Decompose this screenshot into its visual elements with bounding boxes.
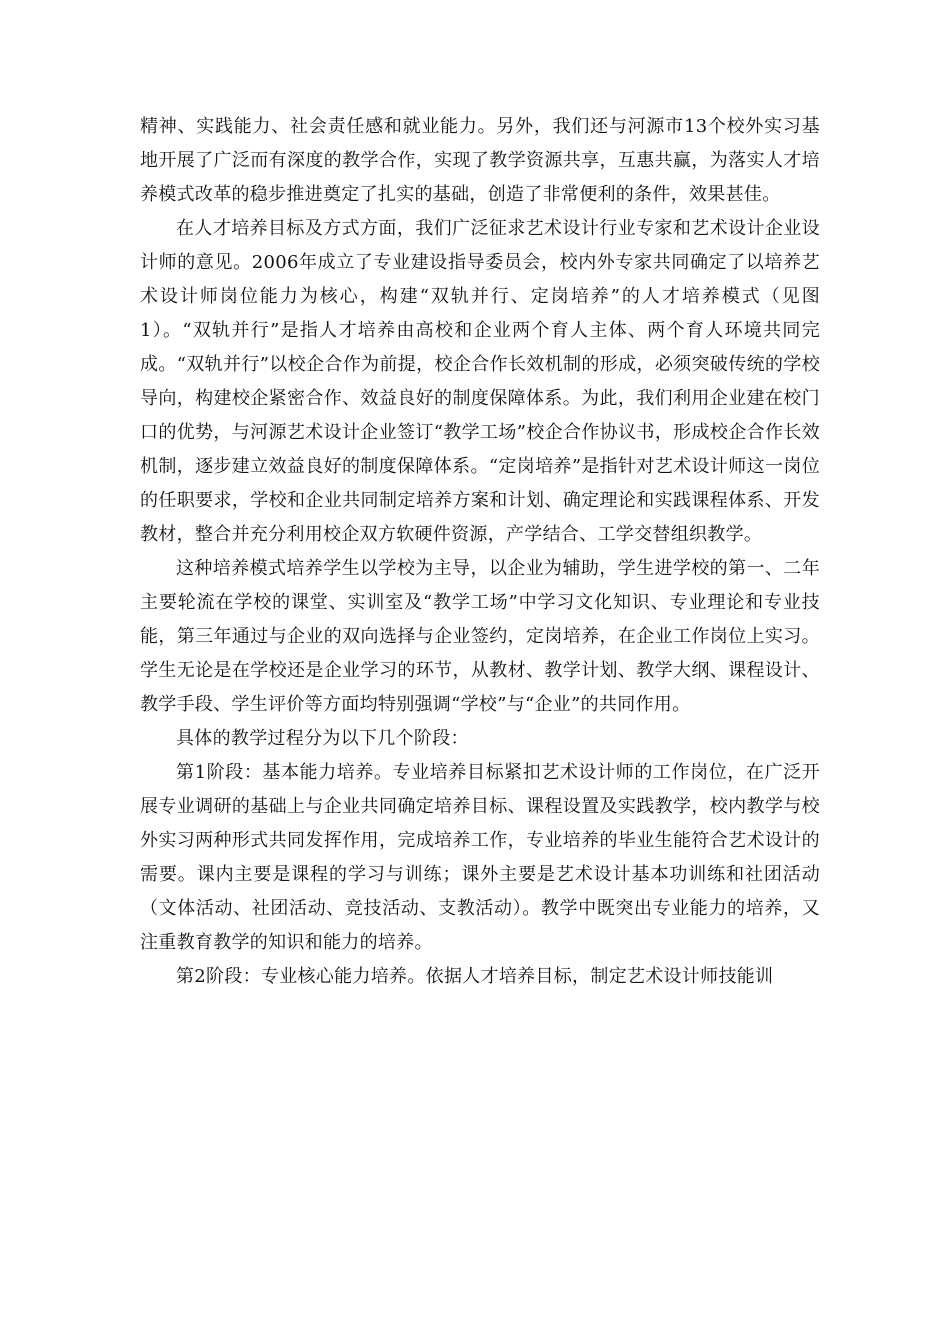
paragraph-school-enterprise: 这种培养模式培养学生以学校为主导，以企业为辅助，学生进学校的第一、二年主要轮流在学校的课堂、实训室及“教学工场”中学习文化知识、专业理论和专业技能，第三年通过与企业的双向选择与企业签约，定岗培养，在企业工作岗位上实习。学生无论是在学校还是企业学习的环节，从教材、教学计划、教学大纲、课程设计、教学手段、学生评价等方面均特别强调“学校”与“企业”的共同作用。 <box>140 558 820 715</box>
paragraph-continuation: 精神、实践能力、社会责任感和就业能力。另外，我们还与河源市13个校外实习基地开展了广泛而有深度的教学合作，实现了教学资源共享，互惠共赢，为落实人才培养模式改革的稳步推进奠定了扎实的基础，创造了非常便利的条件，效果甚佳。 <box>140 116 820 205</box>
paragraph-training-model: 在人才培养目标及方式方面，我们广泛征求艺术设计行业专家和艺术设计企业设计师的意见。2006年成立了专业建设指导委员会，校内外专家共同确定了以培养艺术设计师岗位能力为核心，构建“双轨并行、定岗培养”的人才培养模式（见图1）。“双轨并行”是指人才培养由高校和企业两个育人主体、两个育人环境共同完成。“双轨并行”以校企合作为前提，校企合作长效机制的形成，必须突破传统的学校导向，构建校企紧密合作、效益良好的制度保障体系。为此，我们利用企业建在校门口的优势，与河源艺术设计企业签订“教学工场”校企合作协议书，形成校企合作长效机制，逐步建立效益良好的制度保障体系。“定岗培养”是指针对艺术设计师这一岗位的任职要求，学校和企业共同制定培养方案和计划、确定理论和实践课程体系、开发教材，整合并充分利用校企双方软硬件资源，产学结合、工学交替组织教学。 <box>140 218 820 545</box>
paragraph-stages-intro: 具体的教学过程分为以下几个阶段： <box>176 728 469 749</box>
paragraph-stage-2: 第2阶段：专业核心能力培养。依据人才培养目标，制定艺术设计师技能训 <box>176 966 774 987</box>
document-body <box>140 110 820 994</box>
paragraph-stage-1: 第1阶段：基本能力培养。专业培养目标紧扣艺术设计师的工作岗位，在广泛开展专业调研的基础上与企业共同确定培养目标、课程设置及实践教学，校内教学与校外实习两种形式共同发挥作用，完成培养工作，专业培养的毕业生能符合艺术设计的需要。课内主要是课程的学习与训练；课外主要是艺术设计基本功训练和社团活动（文体活动、社团活动、竞技活动、支教活动）。教学中既突出专业能力的培养，又注重教育教学的知识和能力的培养。 <box>140 762 820 953</box>
